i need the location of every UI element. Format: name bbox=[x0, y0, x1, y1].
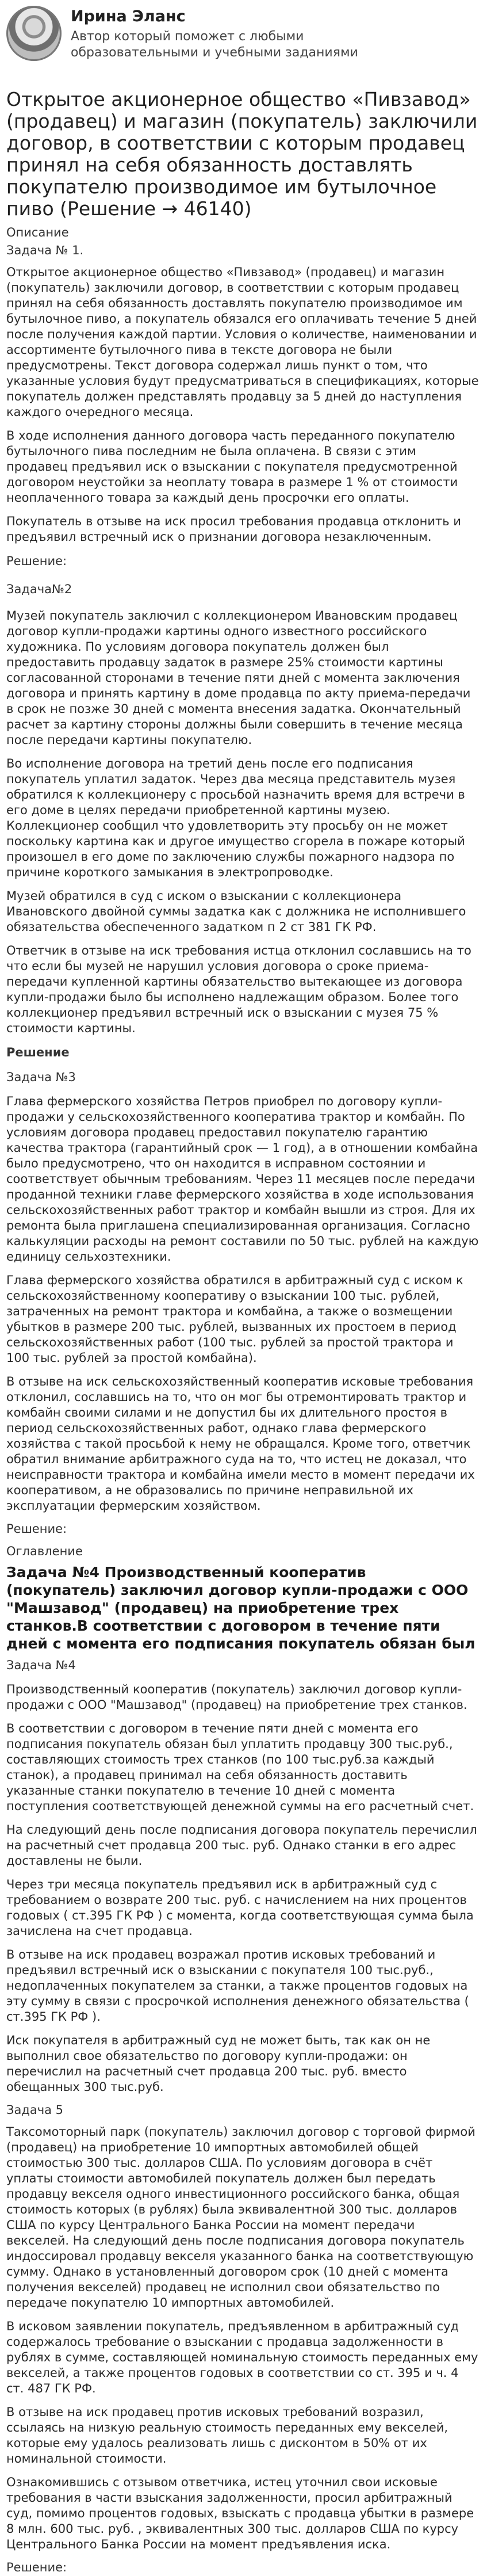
author-avatar[interactable] bbox=[6, 6, 62, 61]
task-5-paragraph: В исковом заявлении покупатель, предъявленном в арбитражный суд содержалось требование о взыскании с продавца задолженности в рублях в сумме, составляющей номинальную стоимость переданных ему векселей, а также процентов годовых в соответствии со ст. 395 и ч. 4 ст. 487 ГК РФ. bbox=[6, 2319, 478, 2395]
toc-label: Оглавление bbox=[6, 1544, 83, 1558]
task-1-paragraph: В ходе исполнения данного договора часть переданного покупателю бутылочного пива последним не была оплачена. В связи с этим продавец предъявил иск о взыскании с покупателя предусмотренной договором неустойки за неоплату товара в размере 1 % от стоимости неоплаченного товара за каждый день просрочки его оплаты. bbox=[6, 429, 458, 505]
task-3-paragraph: Глава фермерского хозяйства обратился в арбитражный суд с иском к сельскохозяйственному кооперативу о взыскании 100 тыс. рублей, затраченных на ремонт трактора и комбайна, а также о возмещении убытков в размере 200 тыс. рублей, вызванных их простоем в период сельскохозяйственных работ (100 тыс. рублей за простой трактора и 100 тыс. рублей за простой комбайна). bbox=[6, 1273, 463, 1365]
task-3-label: Задача №3 bbox=[6, 1070, 76, 1084]
task-3-paragraph: Глава фермерского хозяйства Петров приобрел по договору купли-продажи у сельскохозяйственного кооператива трактор и комбайн. По условиям договора продавец предоставил покупателю гарантию качества трактора (гарантийный срок — 1 год), а в отношении комбайна было предусмотрено, что он находится в исправном состоянии и соответствует обычным требованиям. Через 11 месяцев после передачи проданной техники главе фермерского хозяйства в ходе использования сельскохозяйственных работ трактор и комбайн вышли из строя. Для их ремонта была приглашена специализированная организация. Согласно калькуляции расходы на ремонт составили по 50 тыс. рублей на каждую единицу сельхозтехники. bbox=[6, 1094, 479, 1264]
task-1-paragraph: Покупатель в отзыве на иск просил требования продавца отклонить и предъявил встречный иск о признании договора незаключенным. bbox=[6, 514, 461, 544]
task-4-paragraph: Производственный кооператив (покупатель) заключил договор купли-продажи с ООО "Машзавод" (продавец) на приобретение трех станков. bbox=[6, 1682, 467, 1712]
task-4-paragraph: Иск покупателя в арбитражный суд не может быть, так как он не выполнил свое обязательство по договору купли-продажи: он перечислил на расчетный счет продавца 200 тыс. руб. вместо обещанных 300 тыс.руб. bbox=[6, 2033, 431, 2094]
task-5-solution-label: Решение: bbox=[6, 2560, 67, 2574]
task-4-heading: Задача №4 Производственный кооператив (покупатель) заключил договор купли-продажи с ООО "Машзавод" (продавец) на приобретение трех станков.В соответствии с договором в течение пяти дней с момента его подписания покупатель обязан был bbox=[6, 1564, 476, 1652]
author-info bbox=[71, 6, 416, 61]
task-4-paragraph: В соответствии с договором в течение пяти дней с момента его подписания покупатель обязан был уплатить продавцу 300 тыс.руб., составляющих стоимость трех станков (по 100 тыс.руб.за каждый станок), а продавец принимал на себя обязанность доставить указанные станки покупателю в течение 10 дней с момента поступления соответствующей денежной суммы на его расчетный счет. bbox=[6, 1722, 474, 1813]
task-2-solution-label: Решение bbox=[6, 1045, 70, 1059]
author-description: Автор который поможет с любыми образовательными и учебными заданиями bbox=[71, 29, 358, 60]
task-3-solution-label: Решение: bbox=[6, 1522, 67, 1536]
task-3-paragraph: В отзыве на иск сельскохозяйственный кооператив исковые требования отклонил, сославшись на то, что он мог бы отремонтировать трактор и комбайн своими силами и не допустил бы их длительного простоя в период сельскохозяйственных работ, однако глава фермерского хозяйства с такой просьбой к нему не обращался. Кроме того, ответчик обратил внимание арбитражного суда на то, что истец не доказал, что неисправности трактора и комбайна имели место в момент передачи их кооперативом, а не образовались по причине неправильной их эксплуатации фермерским хозяйством. bbox=[6, 1375, 475, 1513]
author-name[interactable]: Ирина Эланс bbox=[71, 7, 186, 25]
task-1-solution-label: Решение: bbox=[6, 554, 67, 568]
task-5-label: Задача 5 bbox=[6, 2103, 64, 2117]
task-5-paragraph: Таксомоторный парк (покупатель) заключил договор с торговой фирмой (продавец) на приобретение 10 импортных автомобилей общей стоимостью 300 тыс. долларов США. По условиям договора в счёт уплаты стоимости автомобилей покупатель должен был передать продавцу векселя одного инвестиционного российского банка, общая стоимость которых (в рублях) была эквивалентной 300 тыс. долларов США по курсу Центрального Банка России на момент передачи векселей. На следующий день после подписания договора покупатель индоссировал продавцу векселя указанного банка на соответствующую сумму. Однако в установленный договором срок (10 дней с момента получения векселей) продавец не исполнил свои обязательство по передаче покупателю 10 импортных автомобилей. bbox=[6, 2125, 476, 2310]
task-4-label: Задача №4 bbox=[6, 1658, 76, 1672]
task-2-paragraph: Музей покупатель заключил с коллекционером Ивановским продавец договор купли-продажи картины одного известного российского художника. По условиям договора покупатель должен был предоставить продавцу задаток в размере 25% стоимости картины согласованной сторонами в течение пяти дней с момента заключения договора и принять картину в доме продавца по акту приема-передачи в срок не позже 30 дней с момента внесения задатка. Окончательный расчет за картину стороны должны были совершить в течение месяца после передачи картины покупателю. bbox=[6, 609, 471, 747]
task-2-paragraph: Ответчик в отзыве на иск требования истца отклонил сославшись на то что если бы музей не нарушил условия договора о сроке приема-передачи купленной картины обязательство вытекающее из договора купли-продажи было бы исполнено надлежащим образом. Более того коллекционер предъявил встречный иск о взыскании с музея 75 % стоимости картины. bbox=[6, 944, 471, 1035]
task-2-label: Задача№2 bbox=[6, 582, 72, 596]
task-2-paragraph: Музей обратился в суд с иском о взыскании с коллекционера Ивановского двойной суммы задатка как с должника не исполнившего обязательства обеспеченного задатком п 2 ст 381 ГК РФ. bbox=[6, 889, 466, 934]
task-4-paragraph: Через три месяца покупатель предъявил иск в арбитражный суд с требованием о возврате 200 тыс. руб. с начислением на них процентов годовых ( ст.395 ГК РФ ) с момента, когда соответствующая сумма была зачислена на счет продавца. bbox=[6, 1877, 474, 1938]
task-1-paragraph: Открытое акционерное общество «Пивзавод» (продавец) и магазин (покупатель) заключили договор, в соответствии с которым продавец принял на себя обязанность доставлять покупателю производимое им бутылочное пиво, а покупатель обязался его оплачивать течение 5 дней после получения каждой партии. Условия о количестве, наименовании и ассортименте бутылочного пива в тексте договора не были предусмотрены. Текст договора содержал лишь пункт о том, что указанные условия будут предусматриваться в спецификациях, которые покупатель должен представлять продавцу за 5 дней до наступления каждого очередного месяца. bbox=[6, 265, 479, 419]
page-title: Открытое акционерное общество «Пивзавод» (продавец) и магазин (покупатель) заключили договор, в соответствии с которым продавец принял на себя обязанность доставлять покупателю производимое им бутылочное пиво (Решение → 46140) bbox=[6, 88, 478, 220]
task-5-paragraph: В отзыве на иск продавец против исковых требований возразил, ссылаясь на низкую реальную стоимость переданных ему векселей, которые ему удалось реализовать лишь с дисконтом в 50% от их номинальной стоимости. bbox=[6, 2405, 448, 2466]
task-2-paragraph: Во исполнение договора на третий день после его подписания покупатель уплатил задаток. Через два месяца представитель музея обратился к коллекционеру с просьбой назначить время для встречи в его доме в целях передачи приобретенной картины музею. Коллекционер сообщил что удовлетворить эту просьбу он не может поскольку картина как и другое имущество сгорела в пожаре который произошел в его доме по заключению службы пожарного надзора по причине короткого замыкания в электропроводке. bbox=[6, 757, 465, 879]
author-block bbox=[6, 6, 481, 69]
task-5-paragraph: Ознакомившись с отзывом ответчика, истец уточнил свои исковые требования в части взыскания задолженности, просил арбитражный суд, помимо процентов годовых, взыскать с продавца убытки в размере 8 млн. 600 тыс. руб. , эквивалентных 300 тыс. долларов США по курсу Центрального Банка России на момент предъявления иска. bbox=[6, 2475, 474, 2551]
task-4-paragraph: В отзыве на иск продавец возражал против исковых требований и предъявил встречный иск о взыскании с покупателя 100 тыс.руб., недоплаченных покупателем за станки, а также процентов годовых на эту сумму в связи с просрочкой исполнения денежного обязательства ( ст.395 ГК РФ ). bbox=[6, 1948, 469, 2024]
task-4-paragraph: На следующий день после подписания договора покупатель перечислил на расчетный счет продавца 200 тыс. руб. Однако станки в его адрес доставлены не были. bbox=[6, 1823, 477, 1868]
section-label: Описание bbox=[6, 226, 69, 239]
task-1-label: Задача № 1. bbox=[6, 243, 84, 257]
